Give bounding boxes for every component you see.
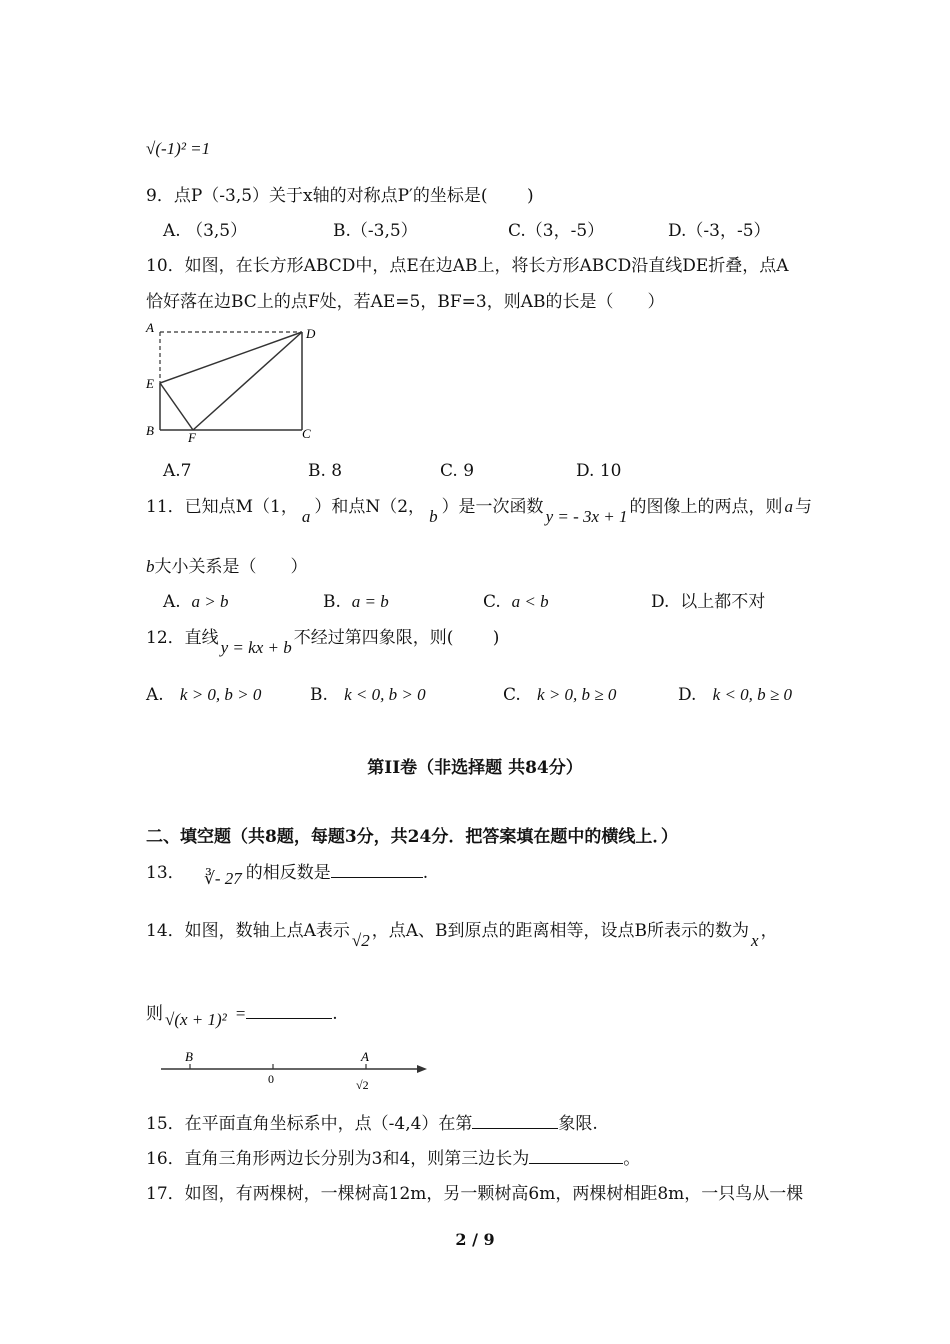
q14-text-c: ， — [760, 921, 778, 941]
q14-line1 — [146, 920, 778, 950]
axis-label-b: B — [185, 1049, 193, 1064]
q9-stem: 9．点P（-3,5）关于x轴的对称点P′的坐标是( ) — [146, 186, 534, 206]
q10-option-d: D. 10 — [576, 461, 622, 481]
q15-text: 15．在平面直角坐标系中，点（-4,4）在第 — [146, 1114, 473, 1134]
q10-option-c: C. 9 — [440, 461, 475, 481]
number-line — [155, 1045, 435, 1095]
q16-text: 16．直角三角形两边长分别为3和4，则第三边长为 — [146, 1149, 530, 1169]
q11-line2-text: 大小关系是（ ） — [154, 557, 308, 577]
q11-var-a: a — [301, 507, 311, 526]
q13-radical: ∛- 27 — [204, 869, 242, 888]
q14-formula: √(x + 1)² — [165, 1010, 227, 1029]
q16-end: 。 — [623, 1149, 641, 1169]
q11-line1 — [146, 496, 813, 526]
page-number: 2 / 9 — [455, 1230, 495, 1249]
q13-blank[interactable] — [331, 863, 423, 878]
axis-arrow-icon — [417, 1065, 427, 1073]
q10-line1: 10．如图，在长方形ABCD中，点E在边AB上，将长方形ABCD沿直线DE折叠，点A — [146, 256, 789, 276]
q13 — [146, 862, 429, 888]
label-f: F — [188, 430, 196, 445]
q9-option-d: D.（-3，-5） — [668, 221, 771, 241]
q17: 17．如图，有两棵树，一棵树高12m，另一颗树高6m，两棵树相距8m，一只鸟从一棵 — [146, 1184, 804, 1204]
q11-text-a: 11．已知点M（1， — [146, 497, 298, 517]
q9-option-b: B.（-3,5） — [333, 221, 418, 241]
q10-line2: 恰好落在边BC上的点F处，若AE=5，BF=3，则AB的长是（ ） — [146, 292, 665, 312]
q13-end: . — [422, 863, 429, 883]
label-a: A — [146, 320, 154, 335]
q9-option-c: C.（3，-5） — [508, 221, 605, 241]
q10-option-b: B. 8 — [308, 461, 343, 481]
q14-text-a: 14．如图，数轴上点A表示 — [146, 921, 350, 941]
q15 — [146, 1113, 598, 1135]
q14-blank[interactable] — [246, 1004, 332, 1019]
q14-line2 — [146, 1003, 338, 1029]
q16 — [146, 1148, 640, 1170]
q14-text-b: ，点A、B到原点的距离相等，设点B所表示的数为 — [371, 921, 750, 941]
fold-line-de — [160, 332, 302, 383]
q14-radical: √2 — [351, 931, 370, 950]
axis-label-zero: 0 — [268, 1072, 274, 1086]
q11-var-b: b — [429, 507, 438, 526]
q12-stem — [146, 627, 500, 657]
q12-function: y = kx + b — [220, 638, 292, 657]
label-c: C — [302, 426, 311, 441]
q13-number: 13． — [146, 863, 185, 883]
section-title: 第II卷（非选择题 共84分） — [367, 758, 583, 778]
q14-end: . — [332, 1004, 338, 1024]
label-d: D — [306, 326, 316, 341]
q14-text-then: 则 — [146, 1004, 163, 1024]
q9-option-a: A. （3,5） — [163, 221, 248, 241]
label-e: E — [146, 376, 154, 391]
q12-text-b: 不经过第四象限，则( ) — [293, 628, 500, 648]
q12-option-b: B. k < 0, b > 0 — [310, 685, 426, 705]
q11-option-a: A. a > b — [163, 592, 229, 612]
top-formula — [146, 138, 210, 160]
q10-option-a: A.7 — [163, 461, 192, 481]
segment-fd — [193, 332, 302, 430]
q11-option-c: C. a < b — [483, 592, 549, 612]
q11-text-b: ）和点N（2， — [314, 497, 426, 517]
q13-text: 的相反数是 — [245, 863, 331, 883]
label-b: B — [146, 423, 154, 438]
q10-figure — [140, 320, 330, 445]
q14-var-x: x — [751, 931, 759, 950]
q16-blank[interactable] — [529, 1149, 623, 1164]
q15-end: 象限. — [558, 1114, 598, 1134]
axis-label-a: A — [361, 1049, 369, 1064]
q11-text-d: 的图像上的两点，则 — [629, 497, 783, 517]
q11-line2 — [146, 556, 308, 578]
top-formula-text: √(-1)² =1 — [146, 139, 211, 158]
q11-line2-var: b — [146, 557, 155, 576]
q11-option-b: B. a = b — [323, 592, 389, 612]
part2-heading: 二、填空题（共8题，每题3分，共24分．把答案填在题中的横线上．） — [146, 827, 678, 847]
q12-option-d: D. k < 0, b ≥ 0 — [678, 685, 793, 705]
q12-option-c: C. k > 0, b ≥ 0 — [503, 685, 617, 705]
q12-option-a: A. k > 0, b > 0 — [146, 685, 262, 705]
q12-text-a: 12．直线 — [146, 628, 219, 648]
segment-ef — [160, 383, 193, 430]
q11-var-a-2: a — [784, 497, 794, 516]
q14-equals: = — [234, 1004, 247, 1023]
q15-blank[interactable] — [472, 1114, 558, 1129]
q11-text-c: ）是一次函数 — [441, 497, 544, 517]
q11-function: y = - 3x + 1 — [545, 507, 628, 526]
q11-option-d: D. 以上都不对 — [651, 592, 766, 612]
axis-label-sqrt2: √2 — [356, 1078, 369, 1092]
q11-text-e: 与 — [795, 497, 813, 517]
